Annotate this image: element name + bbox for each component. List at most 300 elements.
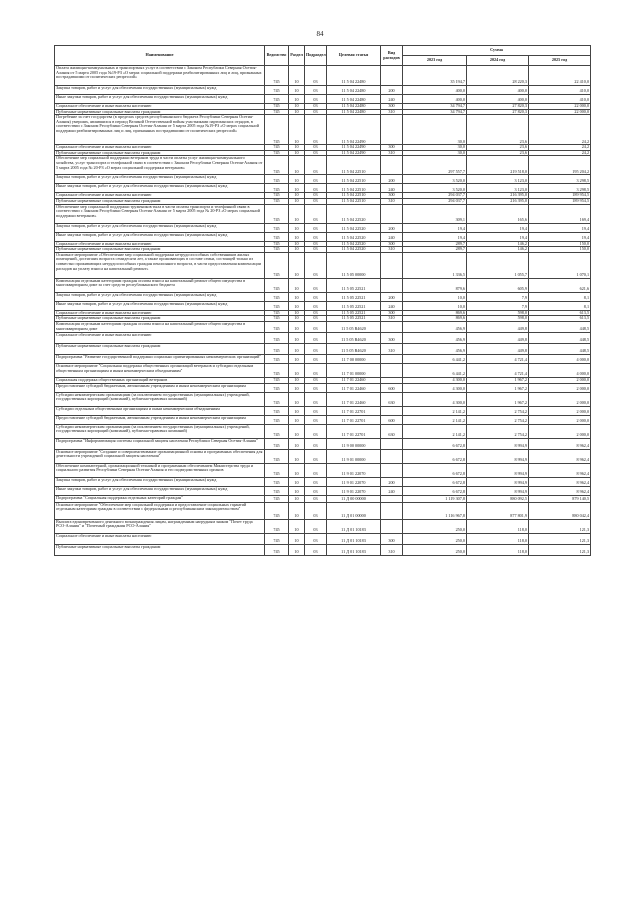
row-sum-2025: 150,0 [529,241,591,247]
table-row [55,204,591,223]
row-vedomstvo: 745 [265,252,289,278]
row-razdel: 10 [289,533,305,544]
row-razdel: 10 [289,223,305,232]
row-vid [381,502,403,519]
row-razdel: 10 [289,343,305,354]
row-sum-2023: 294 037,7 [403,193,467,199]
row-name: Социальное обеспечение и иные выплаты населению [55,310,265,316]
row-sum-2023: 19,4 [403,232,467,241]
table-row [55,156,591,175]
row-target: 11 Д 01 10183 [327,519,381,533]
row-sum-2025: 3 298,5 [529,184,591,193]
row-sum-2025: 19,4 [529,223,591,232]
table-row [55,392,591,406]
row-vid: 630 [381,392,403,406]
row-target: 11 5 05 00000 [327,252,381,278]
row-podrazdel: 03 [305,343,327,354]
row-vedomstvo: 745 [265,449,289,463]
row-sum-2025: 8 962,4 [529,449,591,463]
row-sum-2024: 880 092,5 [467,495,529,502]
row-vid [381,519,403,533]
row-sum-2024: 118,0 [467,519,529,533]
row-sum-2025: 2 000,0 [529,377,591,383]
table-row [55,424,591,438]
row-target: 11 5 05 R4620 [327,332,381,343]
row-razdel: 10 [289,310,305,316]
row-name: Компенсация отдельным категориям граждан оплаты взноса на капитальный ремонт общего имущества в многоквартирном доме за счет средств республиканского бюджета [55,278,265,292]
row-target: 11 5 04 22520 [327,241,381,247]
row-name: Закупка товаров, работ и услуг для обеспечения государственных (муниципальных) нужд [55,86,265,95]
table-row [55,301,591,310]
row-vedomstvo: 745 [265,150,289,156]
row-name: Предоставление субсидий бюджетным, автономным учреждениям и иным некоммерческим организациям [55,383,265,392]
row-vid: 300 [381,332,403,343]
row-sum-2023: 4 300,0 [403,377,467,383]
row-vedomstvo: 745 [265,519,289,533]
row-podrazdel: 03 [305,278,327,292]
row-sum-2025: 4 000,0 [529,363,591,377]
row-razdel: 10 [289,463,305,477]
table-row [55,544,591,555]
row-target: 11 Д 01 00000 [327,502,381,519]
row-vid [381,495,403,502]
row-sum-2025: 169,4 [529,204,591,223]
row-podrazdel: 03 [305,383,327,392]
row-sum-2025: 195 204,2 [529,156,591,175]
row-sum-2023: 1 119 307,8 [403,495,467,502]
row-sum-2023: 19,4 [403,223,467,232]
row-podrazdel: 03 [305,424,327,438]
row-sum-2025: 3 298,5 [529,175,591,184]
row-sum-2023: 250,0 [403,544,467,555]
row-sum-2023: 4 300,0 [403,392,467,406]
row-sum-2024: 1 967,2 [467,377,529,383]
row-sum-2025: 1 070,1 [529,252,591,278]
row-name: Социальное обеспечение и иные выплаты населению [55,533,265,544]
table-row [55,449,591,463]
row-sum-2024: 2 754,2 [467,424,529,438]
row-sum-2023: 6 672,8 [403,486,467,495]
row-podrazdel: 03 [305,486,327,495]
row-razdel: 10 [289,424,305,438]
row-sum-2025: 24,2 [529,115,591,145]
row-sum-2025: 448,5 [529,332,591,343]
table-row [55,321,591,332]
row-sum-2025: 880 042,4 [529,502,591,519]
row-target: 11 7 00 00000 [327,354,381,363]
row-razdel: 10 [289,193,305,199]
row-razdel: 10 [289,449,305,463]
row-name: Основное мероприятие "Обеспечение мер социальной поддержки и предоставление социальных гарантий отдельным категориям граждан в соответствии с федеральным и республиканским законодательством" [55,502,265,519]
row-name: Иные закупки товаров, работ и услуг для обеспечения государственных (муниципальных) нужд [55,184,265,193]
row-sum-2023: 1 116 967,8 [403,502,467,519]
row-razdel: 10 [289,301,305,310]
row-razdel: 10 [289,184,305,193]
row-vid: 300 [381,104,403,110]
row-vedomstvo: 745 [265,310,289,316]
row-target: 11 7 01 22701 [327,415,381,424]
row-vedomstvo: 745 [265,109,289,115]
row-name: Погребение за счет государства (в пределах средств республиканского бюджета Республики Северная Осетия-Алания) умерших, являвшихся в период Великой Отечественной войны участниками партизанских отрядов, в соответствии с Законом Республики Северная Осетия-Алания от 5 марта 2005 года №19-РЗ «О мерах социальной поддержки реабилитированных лиц и лиц, признанных пострадавшими от политических репрессий» [55,115,265,145]
row-razdel: 10 [289,104,305,110]
row-sum-2024: 598,0 [467,310,529,316]
row-sum-2024: 8 994,9 [467,438,529,449]
row-podrazdel: 03 [305,193,327,199]
table-row [55,252,591,278]
row-podrazdel: 03 [305,247,327,253]
row-sum-2023: 34 794,7 [403,104,467,110]
row-vid: 310 [381,150,403,156]
row-sum-2024: 146,2 [467,247,529,253]
row-sum-2024: 219 518,0 [467,156,529,175]
row-sum-2023: 3 520,0 [403,175,467,184]
row-vid [381,278,403,292]
row-vid: 300 [381,145,403,151]
table-body [55,66,591,556]
row-sum-2024: 19,4 [467,223,529,232]
row-sum-2024: 23,6 [467,115,529,145]
row-razdel: 10 [289,115,305,145]
row-vedomstvo: 745 [265,204,289,223]
row-name: Публичные нормативные социальные выплаты гражданам [55,343,265,354]
row-vedomstvo: 745 [265,383,289,392]
row-name: Обеспечение мер социальной поддержки ветеранов труда в части оплаты услуг жилищно-коммунального хозяйства, услуг транспорта и телефонной связи в соответствии с Законом Республики Северная Осетия-Алания от 5 марта 2005 года № 20-РЗ «О мерах социальной поддержки ветеранов» [55,156,265,175]
row-sum-2025: 22 000,0 [529,109,591,115]
row-vedomstvo: 745 [265,502,289,519]
row-podrazdel: 03 [305,241,327,247]
row-vid [381,115,403,145]
row-sum-2024: 2 754,2 [467,406,529,415]
header-podrazdel: Подраздел [305,46,327,66]
row-name: Оплата жилищно-коммунальных и транспортных услуг в соответствии с Законом Республики Северная Осетия-Алания от 5 марта 2005 года №19-РЗ «О мерах социальной поддержки реабилитированных лиц и лиц, признанных пострадавшими от политических репрессий» [55,66,265,86]
row-vedomstvo: 745 [265,343,289,354]
row-vid: 630 [381,424,403,438]
row-sum-2023: 10,0 [403,292,467,301]
row-target: 11 5 04 22520 [327,223,381,232]
row-sum-2024: 8 994,9 [467,477,529,486]
row-razdel: 10 [289,150,305,156]
row-sum-2023: 294 037,7 [403,198,467,204]
row-sum-2024: 8 994,9 [467,463,529,477]
row-sum-2024: 8 994,9 [467,449,529,463]
row-name: Субсидии отдельным общественным организациям и иным некоммерческим объединениям [55,406,265,415]
row-sum-2025: 2 000,0 [529,383,591,392]
table-row [55,415,591,424]
row-razdel: 10 [289,415,305,424]
row-vedomstvo: 745 [265,241,289,247]
row-name: Публичные нормативные социальные выплаты гражданам [55,198,265,204]
table-row [55,343,591,354]
row-podrazdel: 03 [305,115,327,145]
row-sum-2023: 3 520,0 [403,184,467,193]
row-vedomstvo: 745 [265,232,289,241]
row-vedomstvo: 745 [265,544,289,555]
row-target: 11 5 04 22490 [327,115,381,145]
row-sum-2023: 297 557,7 [403,156,467,175]
row-target: 11 9 01 22070 [327,463,381,477]
table-row [55,223,591,232]
row-sum-2023: 250,0 [403,533,467,544]
row-sum-2023: 250,0 [403,519,467,533]
row-name: Социальное обеспечение и иные выплаты населению [55,104,265,110]
row-sum-2023: 6 672,8 [403,463,467,477]
row-podrazdel: 03 [305,175,327,184]
row-razdel: 10 [289,406,305,415]
row-podrazdel: 03 [305,321,327,332]
row-vedomstvo: 745 [265,533,289,544]
row-podrazdel: 03 [305,104,327,110]
table-row [55,502,591,519]
row-razdel: 10 [289,247,305,253]
table-row [55,66,591,86]
row-sum-2023: 1 336,5 [403,252,467,278]
row-razdel: 10 [289,477,305,486]
row-vedomstvo: 745 [265,86,289,95]
row-name: Социальное обеспечение и иные выплаты населению [55,193,265,199]
row-sum-2024: 28 220,3 [467,66,529,86]
row-podrazdel: 03 [305,145,327,151]
table-row [55,175,591,184]
row-vedomstvo: 745 [265,247,289,253]
row-sum-2023: 6 672,8 [403,449,467,463]
row-vid: 240 [381,95,403,104]
row-sum-2023: 400,0 [403,95,467,104]
row-sum-2024: 449,8 [467,343,529,354]
row-vedomstvo: 745 [265,301,289,310]
row-target: 11 5 05 22521 [327,301,381,310]
row-target: 11 9 00 00000 [327,438,381,449]
row-sum-2025: 121,3 [529,519,591,533]
row-sum-2023: 869,6 [403,316,467,322]
table-row [55,332,591,343]
header-year-2024: 2024 год [467,56,529,66]
row-vid [381,463,403,477]
row-sum-2024: 23,6 [467,150,529,156]
row-podrazdel: 03 [305,86,327,95]
row-sum-2024: 877 801,9 [467,502,529,519]
row-vid: 310 [381,544,403,555]
row-podrazdel: 03 [305,301,327,310]
row-razdel: 10 [289,377,305,383]
row-name: Социальное обеспечение и иные выплаты населению [55,241,265,247]
row-sum-2023: 400,0 [403,86,467,95]
row-vid [381,66,403,86]
row-sum-2023: 6 672,8 [403,477,467,486]
row-podrazdel: 03 [305,463,327,477]
row-name: Публичные нормативные социальные выплаты гражданам [55,109,265,115]
row-sum-2025: 613,5 [529,316,591,322]
row-podrazdel: 03 [305,198,327,204]
row-sum-2024: 165,6 [467,204,529,223]
row-sum-2023: 6 441,2 [403,363,467,377]
row-sum-2024: 605,9 [467,278,529,292]
row-vedomstvo: 745 [265,424,289,438]
row-vid: 200 [381,175,403,184]
row-vid: 200 [381,223,403,232]
row-sum-2024: 19,4 [467,232,529,241]
row-name: Обеспечение мер социальной поддержки тружеников тыла в части оплаты транспорта и телефонной связи в соответствии с Законом Республики Северная Осетия-Алания от 5 марта 2005 года № 20-РЗ «О мерах социальной поддержки ветеранов» [55,204,265,223]
table-row [55,533,591,544]
row-target: 11 5 04 22520 [327,232,381,241]
row-razdel: 10 [289,502,305,519]
row-podrazdel: 03 [305,66,327,86]
row-razdel: 10 [289,332,305,343]
row-name: Иные закупки товаров, работ и услуг для обеспечения государственных (муниципальных) нужд [55,486,265,495]
row-name: Социальная поддержка общественных организаций ветеранов [55,377,265,383]
row-target: 11 5 05 22521 [327,316,381,322]
row-vedomstvo: 745 [265,104,289,110]
header-year-2023: 2023 год [403,56,467,66]
row-razdel: 10 [289,198,305,204]
row-vedomstvo: 745 [265,354,289,363]
row-vid: 310 [381,343,403,354]
row-target: 11 5 05 R4620 [327,343,381,354]
row-sum-2024: 4 721,4 [467,363,529,377]
row-vedomstvo: 745 [265,477,289,486]
row-podrazdel: 03 [305,332,327,343]
row-sum-2024: 27 820,3 [467,104,529,110]
row-target: 11 5 04 22510 [327,193,381,199]
row-sum-2024: 449,8 [467,332,529,343]
row-name: Социальное обеспечение и иные выплаты населению [55,145,265,151]
row-name: Подпрограмма "Информатизация системы социальной защиты населения Республики Северная Осетия-Алания" [55,438,265,449]
row-target: 11 9 01 22070 [327,486,381,495]
row-vid: 200 [381,86,403,95]
row-sum-2023: 289,7 [403,241,467,247]
row-vedomstvo: 745 [265,316,289,322]
row-sum-2025: 8 962,4 [529,486,591,495]
row-name: Иные закупки товаров, работ и услуг для обеспечения государственных (муниципальных) нужд [55,95,265,104]
row-name: Закупка товаров, работ и услуг для обеспечения государственных (муниципальных) нужд [55,175,265,184]
row-sum-2023: 35 194,7 [403,66,467,86]
row-name: Основное мероприятие "Создание и совершенствование организационной основы и программных обеспечения для деятельности учреждений социальной защиты населения" [55,449,265,463]
row-sum-2023: 6 441,2 [403,354,467,363]
row-vid: 310 [381,109,403,115]
row-razdel: 10 [289,145,305,151]
row-sum-2024: 2 754,2 [467,415,529,424]
row-name: Субсидии некоммерческим организациям (за исключением государственных (муниципальных) учреждений, государственных корпораций (компаний), публично-правовых компаний) [55,424,265,438]
row-sum-2025: 879 140,5 [529,495,591,502]
row-sum-2023: 879,6 [403,278,467,292]
row-razdel: 10 [289,354,305,363]
table-row [55,495,591,502]
row-target: 11 7 01 22460 [327,392,381,406]
row-vid [381,321,403,332]
row-target: 11 9 01 00000 [327,449,381,463]
row-name: Публичные нормативные социальные выплаты гражданам [55,544,265,555]
row-podrazdel: 03 [305,184,327,193]
row-vid [381,354,403,363]
row-vid: 600 [381,383,403,392]
row-vedomstvo: 745 [265,486,289,495]
row-name: Закупка товаров, работ и услуг для обеспечения государственных (муниципальных) нужд [55,292,265,301]
row-vedomstvo: 745 [265,392,289,406]
row-vid: 240 [381,232,403,241]
row-vid: 600 [381,415,403,424]
table-row [55,232,591,241]
row-target: 11 5 04 22510 [327,198,381,204]
row-sum-2024: 3 123,0 [467,184,529,193]
row-sum-2025: 22 410,0 [529,66,591,86]
row-razdel: 10 [289,175,305,184]
budget-table [54,45,591,556]
row-vid: 310 [381,198,403,204]
row-sum-2025: 189 954,5 [529,193,591,199]
row-target: 11 7 01 22460 [327,377,381,383]
row-sum-2024: 27 820,3 [467,109,529,115]
table-header-row [55,46,591,56]
row-podrazdel: 03 [305,150,327,156]
row-vedomstvo: 745 [265,495,289,502]
row-razdel: 10 [289,363,305,377]
row-sum-2025: 2 000,0 [529,392,591,406]
row-sum-2025: 2 000,0 [529,415,591,424]
row-sum-2024: 1 967,2 [467,392,529,406]
row-target: 11 9 01 22070 [327,477,381,486]
row-name: Выплата единовременного денежного вознаграждения лицам, награжденным нагрудным знаком "Почет труда РСО-Алания" и "Почетный гражданин РСО-Алания" [55,519,265,533]
row-sum-2024: 449,8 [467,321,529,332]
row-podrazdel: 03 [305,354,327,363]
row-vedomstvo: 745 [265,377,289,383]
row-sum-2023: 869,6 [403,310,467,316]
row-sum-2024: 23,6 [467,145,529,151]
row-podrazdel: 03 [305,232,327,241]
row-sum-2024: 598,0 [467,316,529,322]
row-sum-2023: 2 141,2 [403,424,467,438]
row-razdel: 10 [289,109,305,115]
row-vedomstvo: 745 [265,438,289,449]
row-vedomstvo: 745 [265,223,289,232]
row-podrazdel: 03 [305,310,327,316]
row-target: 11 5 04 22480 [327,109,381,115]
row-sum-2023: 456,9 [403,332,467,343]
row-name: Закупка товаров, работ и услуг для обеспечения государственных (муниципальных) нужд [55,223,265,232]
row-podrazdel: 03 [305,415,327,424]
row-razdel: 10 [289,383,305,392]
row-sum-2024: 400,0 [467,95,529,104]
row-name: Иные закупки товаров, работ и услуг для обеспечения государственных (муниципальных) нужд [55,301,265,310]
row-name: Подпрограмма "Развитие государственной поддержки социально ориентированных некоммерческих организаций" [55,354,265,363]
row-vid [381,204,403,223]
row-razdel: 10 [289,486,305,495]
table-row [55,486,591,495]
row-razdel: 10 [289,156,305,175]
row-podrazdel: 03 [305,392,327,406]
table-row [55,438,591,449]
row-podrazdel: 03 [305,449,327,463]
row-razdel: 10 [289,86,305,95]
row-vid: 240 [381,301,403,310]
row-target: 11 5 04 22480 [327,104,381,110]
row-razdel: 10 [289,66,305,86]
row-vid: 310 [381,247,403,253]
row-podrazdel: 03 [305,519,327,533]
row-vid: 300 [381,310,403,316]
row-name: Основное мероприятие «Обеспечение мер социальной поддержки нетрудоспособных собственников жилых помещений, достигших возраста семидесяти лет, а также проживающих в составе семьи, состоящей только из совместно проживающих нетрудоспособных граждан пенсионного возраста, в части предоставления компенсации расходов на уплату взноса на капитальный ремонт» [55,252,265,278]
row-vid: 200 [381,477,403,486]
row-target: 11 5 05 22521 [327,278,381,292]
row-sum-2023: 30,0 [403,150,467,156]
row-target: 11 Д 01 10183 [327,533,381,544]
row-vid: 300 [381,533,403,544]
row-razdel: 10 [289,438,305,449]
row-vedomstvo: 745 [265,184,289,193]
row-sum-2025: 8,1 [529,301,591,310]
row-sum-2024: 3 123,0 [467,175,529,184]
row-razdel: 10 [289,204,305,223]
row-razdel: 10 [289,519,305,533]
row-podrazdel: 03 [305,438,327,449]
